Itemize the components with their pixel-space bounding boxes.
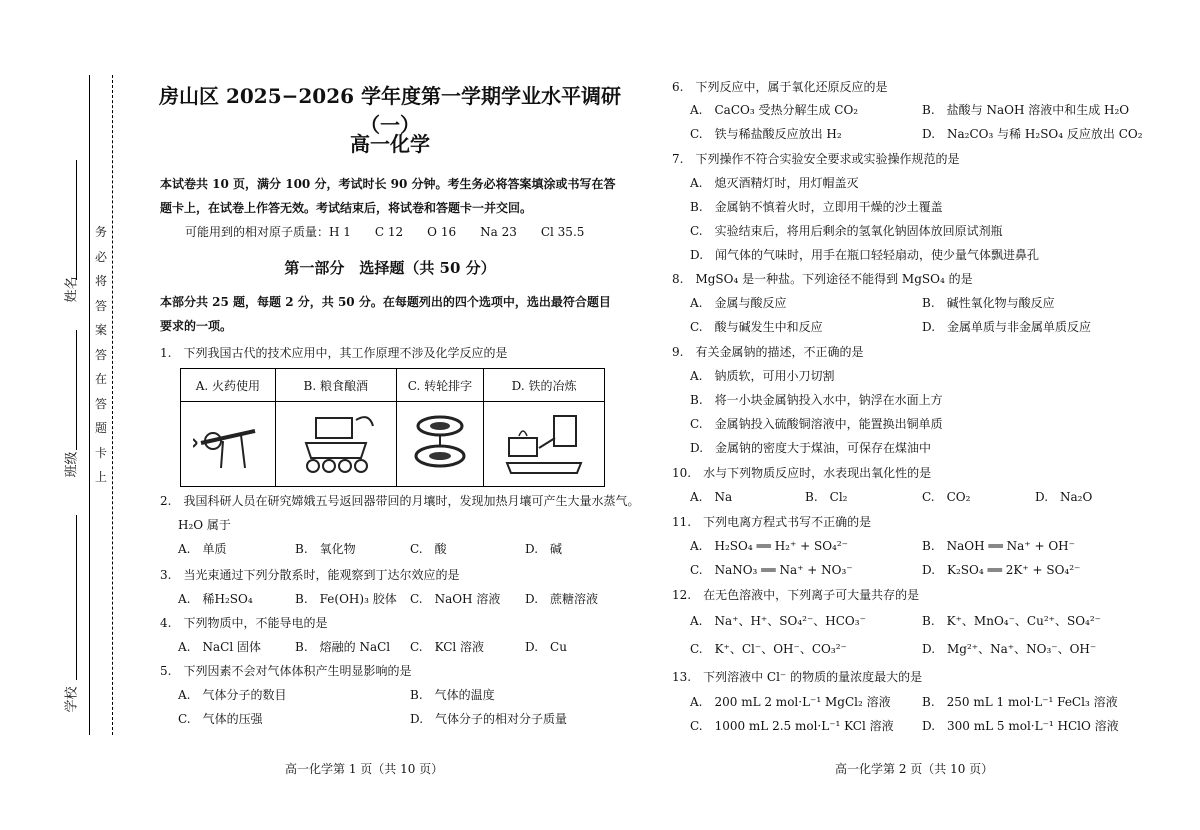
intro-line-2: 题卡上，在试卷上作答无效。考试结束后，将试卷和答题卡一并交回。 [160,201,533,215]
question-4: 4. 下列物质中，不能导电的是 [160,616,328,630]
q9-option-c: C. 金属钠投入硫酸铜溶液中，能置换出铜单质 [690,417,943,431]
q13-option-d: D. 300 mL 5 mol·L⁻¹ HClO 溶液 [922,719,1119,733]
q2-option-a: A. 单质 [178,542,227,556]
binding-notice-char: 在 [94,372,107,386]
exam-subject: 高一化学 [350,132,430,156]
question-5: 5. 下列因素不会对气体体积产生明显影响的是 [160,664,412,678]
q4-option-a: A. NaCl 固体 [178,640,261,654]
q5-option-d: D. 气体分子的相对分子质量 [410,712,568,726]
binding-notice-char: 答 [94,298,107,313]
question-13: 13. 下列溶液中 Cl⁻ 的物质的量浓度最大的是 [672,670,923,684]
q1-option-b: B. 粮食酿酒 [275,369,396,402]
binding-notice-char: 答 [94,347,107,362]
q9-option-b: B. 将一小块金属钠投入水中，钠浮在水面上方 [690,393,943,407]
gunpowder-illustration [181,402,276,487]
binding-notice-char: 案 [94,323,107,337]
q12-option-a: A. Na⁺、H⁺、SO₄²⁻、HCO₃⁻ [690,614,866,628]
q3-option-a: A. 稀H₂SO₄ [178,592,253,606]
question-7: 7. 下列操作不符合实验安全要求或实验操作规范的是 [672,152,960,166]
q5-option-a: A. 气体分子的数目 [178,688,287,702]
binding-line [89,75,90,735]
q7-option-a: A. 熄灭酒精灯时，用灯帽盖灭 [690,176,859,190]
q7-option-b: B. 金属钠不慎着火时，立即用干燥的沙土覆盖 [690,200,943,214]
q3-option-b: B. Fe(OH)₃ 胶体 [295,592,397,606]
question-8: 8. MgSO₄ 是一种盐。下列途径不能得到 MgSO₄ 的是 [672,272,973,286]
q6-option-b: B. 盐酸与 NaOH 溶液中和生成 H₂O [922,103,1130,117]
q2-option-c: C. 酸 [410,542,447,556]
binding-notice-char: 将 [94,274,107,288]
q5-option-b: B. 气体的温度 [410,688,495,702]
exam-title: 房山区 2025−2026 学年度第一学期学业水平调研（一） [158,84,621,137]
question-1-table [180,368,605,487]
atomic-masses: 可能用到的相对原子质量：H 1 C 12 O 16 Na 23 Cl 35.5 [185,225,585,239]
q9-option-d: D. 金属钠的密度大于煤油，可保存在煤油中 [690,441,932,455]
class-label: 班级 [64,451,80,478]
question-6: 6. 下列反应中，属于氧化还原反应的是 [672,80,888,94]
q4-option-c: C. KCl 溶液 [410,640,485,654]
q1-option-c: C. 转轮排字 [396,369,484,402]
q4-option-d: D. Cu [525,640,567,654]
section-intro-2: 要求的一项。 [160,319,233,333]
question-3: 3. 当光束通过下列分散系时，能观察到丁达尔效应的是 [160,568,460,582]
q11-option-a: A. H₂SO₄ ══ H₂⁺ + SO₄²⁻ [690,539,849,553]
question-10: 10. 水与下列物质反应时，水表现出氧化性的是 [672,466,932,480]
q9-option-a: A. 钠质软，可用小刀切割 [690,369,835,383]
q13-option-a: A. 200 mL 2 mol·L⁻¹ MgCl₂ 溶液 [690,695,891,709]
q3-option-d: D. 蔗糖溶液 [525,592,599,606]
binding-dashed-line [112,75,113,735]
section-title: 第一部分 选择题（共 50 分） [284,259,496,277]
binding-notice-char: 卡 [94,445,107,460]
q1-option-a: A. 火药使用 [181,369,276,402]
q11-option-b: B. NaOH ══ Na⁺ + OH⁻ [922,539,1075,553]
q6-option-c: C. 铁与稀盐酸反应放出 H₂ [690,127,842,141]
question-11: 11. 下列电离方程式书写不正确的是 [672,515,872,529]
brewing-illustration [275,402,396,487]
q7-option-c: C. 实验结束后，将用后剩余的氢氧化钠固体放回原试剂瓶 [690,224,1003,238]
page-1-footer: 高一化学第 1 页（共 10 页） [285,762,444,776]
q12-option-c: C. K⁺、Cl⁻、OH⁻、CO₃²⁻ [690,642,847,656]
q3-option-c: C. NaOH 溶液 [410,592,501,606]
binding-notice-char: 题 [94,421,107,435]
binding-notice-char: 必 [94,249,107,264]
name-underline [76,160,77,280]
q11-option-d: D. K₂SO₄ ══ 2K⁺ + SO₄²⁻ [922,563,1081,577]
iron-smelting-illustration [484,402,605,487]
q12-option-d: D. Mg²⁺、Na⁺、NO₃⁻、OH⁻ [922,642,1097,656]
question-2-line-1: 2. 我国科研人员在研究嫦娥五号返回器带回的月壤时，发现加热月壤可产生大量水蒸气。 [160,494,640,508]
type-wheel-illustration [396,402,484,487]
q8-option-c: C. 酸与碱发生中和反应 [690,320,823,334]
q6-option-a: A. CaCO₃ 受热分解生成 CO₂ [690,103,859,117]
q4-option-b: B. 熔融的 NaCl [295,640,391,654]
school-label: 学校 [64,686,80,713]
q2-option-b: B. 氧化物 [295,542,356,556]
q5-option-c: C. 气体的压强 [178,712,263,726]
q10-option-c: C. CO₂ [922,490,971,504]
intro-line-1: 本试卷共 10 页，满分 100 分，考试时长 90 分钟。考生务必将答案填涂或书写在答 [160,177,616,191]
school-underline [76,515,77,680]
q10-option-a: A. Na [690,490,733,504]
q6-option-d: D. Na₂CO₃ 与稀 H₂SO₄ 反应放出 CO₂ [922,127,1143,141]
binding-notice-char: 答 [94,396,107,411]
q2-option-d: D. 碱 [525,542,563,556]
q11-option-c: C. NaNO₃ ══ Na⁺ + NO₃⁻ [690,563,853,577]
q8-option-b: B. 碱性氧化物与酸反应 [922,296,1055,310]
q10-option-b: B. Cl₂ [805,490,848,504]
question-12: 12. 在无色溶液中，下列离子可大量共存的是 [672,588,920,602]
page-2-footer: 高一化学第 2 页（共 10 页） [835,762,994,776]
q13-option-c: C. 1000 mL 2.5 mol·L⁻¹ KCl 溶液 [690,719,894,733]
question-9: 9. 有关金属钠的描述，不正确的是 [672,345,864,359]
q8-option-a: A. 金属与酸反应 [690,296,787,310]
question-2-line-2: H₂O 属于 [178,518,231,532]
q13-option-b: B. 250 mL 1 mol·L⁻¹ FeCl₃ 溶液 [922,695,1118,709]
page-2 [640,0,1200,830]
question-1: 1. 下列我国古代的技术应用中，其工作原理不涉及化学反应的是 [160,346,508,360]
q1-option-d: D. 铁的冶炼 [484,369,605,402]
q8-option-d: D. 金属单质与非金属单质反应 [922,320,1092,334]
q10-option-d: D. Na₂O [1035,490,1093,504]
class-underline [76,330,77,450]
binding-notice-char: 上 [94,470,107,484]
binding-notice-char: 务 [94,225,107,239]
q7-option-d: D. 闻气体的气味时，用手在瓶口轻轻扇动，使少量气体飘进鼻孔 [690,248,1040,262]
name-label: 姓名 [64,276,80,303]
section-intro-1: 本部分共 25 题，每题 2 分，共 50 分。在每题列出的四个选项中，选出最符合题目 [160,295,611,309]
binding-notice [92,220,110,490]
q12-option-b: B. K⁺、MnO₄⁻、Cu²⁺、SO₄²⁻ [922,614,1101,628]
